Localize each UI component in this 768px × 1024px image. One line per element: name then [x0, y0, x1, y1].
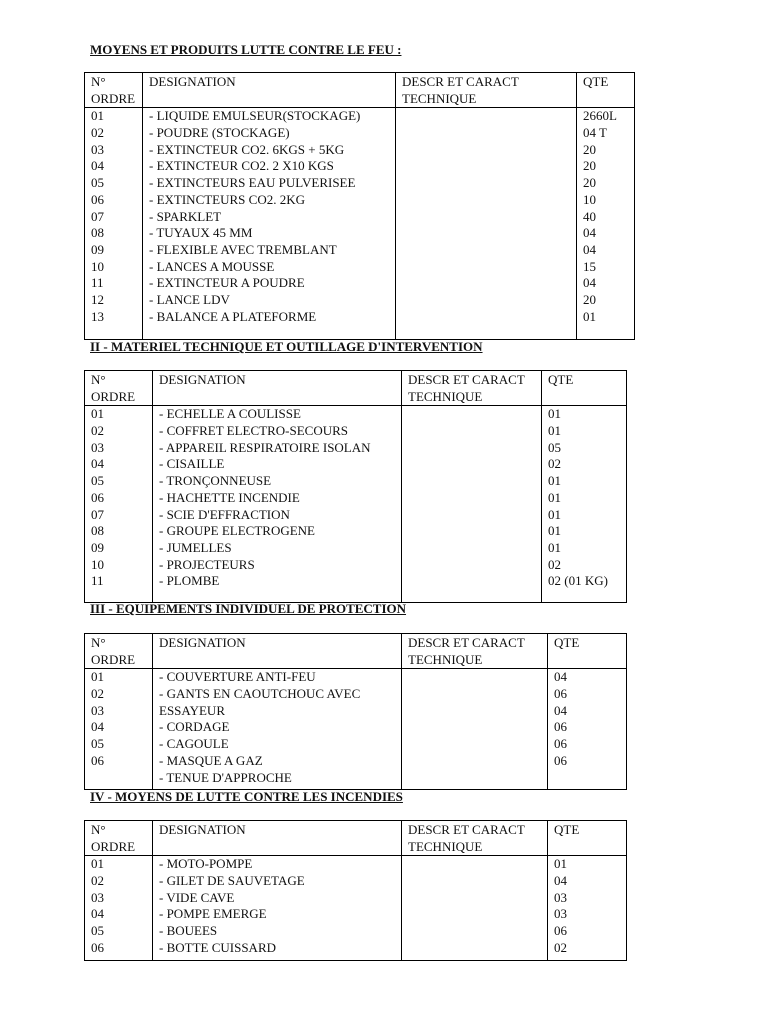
header-designation: DESIGNATION [143, 73, 396, 108]
table-body-row [85, 406, 627, 603]
list-item: - SCIE D'EFFRACTION [159, 506, 290, 522]
list-item: - CISAILLE [159, 456, 225, 472]
list-item: 10 [91, 258, 104, 274]
list-item: - LANCE LDV [149, 291, 230, 307]
list-item: - ECHELLE A COULISSE [159, 406, 301, 422]
list-item: 01 [91, 669, 104, 685]
list-item: - COUVERTURE ANTI-FEU [159, 669, 316, 685]
list-item: 01 [91, 108, 104, 124]
list-item: 04 [554, 702, 567, 718]
list-item: 10 [583, 191, 596, 207]
list-item: - EXTINCTEURS EAU PULVERISEE [149, 175, 356, 191]
table-header-row [85, 634, 627, 669]
list-item: 06 [554, 923, 567, 939]
list-item: - GANTS EN CAOUTCHOUC AVEC [159, 686, 361, 702]
list-item: - POMPE EMERGE [159, 906, 267, 922]
list-item: - GILET DE SAUVETAGE [159, 873, 305, 889]
list-item: 04 [583, 241, 596, 257]
list-item: 04 [583, 275, 596, 291]
list-item: 06 [91, 489, 104, 505]
descr-cell [402, 856, 548, 961]
section-3-table [84, 633, 627, 790]
list-item: 01 [91, 856, 104, 872]
section-1-title: MOYENS ET PRODUITS LUTTE CONTRE LE FEU : [90, 42, 402, 57]
section-2-table [84, 370, 627, 603]
list-item: - TRONÇONNEUSE [159, 473, 272, 489]
list-item: 2660L [583, 108, 617, 124]
list-item: 20 [583, 175, 596, 191]
header-designation: DESIGNATION [153, 371, 402, 406]
header-num-ordre: N° ORDRE [85, 371, 153, 406]
list-item: 04 T [583, 125, 607, 141]
list-item: - TUYAUX 45 MM [149, 225, 253, 241]
section-2-title: II - MATERIEL TECHNIQUE ET OUTILLAGE D'INTERVENTION [90, 339, 483, 354]
descr-cell [402, 669, 548, 790]
list-item: 13 [91, 308, 104, 324]
header-qte: QTE [577, 73, 635, 108]
list-item: 02 [91, 125, 104, 141]
list-item: - PROJECTEURS [159, 556, 255, 572]
list-item: 04 [554, 669, 567, 685]
list-item: - LIQUIDE EMULSEUR(STOCKAGE) [149, 108, 361, 124]
list-item: 05 [91, 175, 104, 191]
list-item: - EXTINCTEUR A POUDRE [149, 275, 305, 291]
list-item: 20 [583, 158, 596, 174]
list-item: 20 [583, 141, 596, 157]
list-item: 05 [91, 473, 104, 489]
list-item: - APPAREIL RESPIRATOIRE ISOLAN [159, 439, 371, 455]
list-item: - PLOMBE [159, 573, 220, 589]
section-1-table [84, 72, 635, 340]
list-item: 01 [548, 489, 561, 505]
list-item: - COFFRET ELECTRO-SECOURS [159, 423, 349, 439]
section-4-title: IV - MOYENS DE LUTTE CONTRE LES INCENDIES [90, 789, 403, 804]
list-item: 03 [554, 906, 567, 922]
list-item: 06 [91, 191, 104, 207]
list-item: 06 [91, 939, 104, 955]
list-item: - MASQUE A GAZ [159, 752, 263, 768]
list-item: 03 [91, 141, 104, 157]
list-item: 04 [554, 873, 567, 889]
header-designation: DESIGNATION [153, 821, 402, 856]
list-item: 01 [548, 523, 561, 539]
list-item: 06 [554, 686, 567, 702]
list-item: - VIDE CAVE [159, 889, 235, 905]
list-item: 10 [91, 556, 104, 572]
list-item: 03 [91, 702, 104, 718]
header-descr: DESCR ET CARACT TECHNIQUE [402, 371, 542, 406]
list-item: 20 [583, 291, 596, 307]
list-item: 05 [548, 439, 561, 455]
list-item: 06 [554, 752, 567, 768]
section-4-table [84, 820, 627, 961]
designation-list [153, 406, 402, 603]
list-item: 02 [548, 556, 561, 572]
list-item: - GROUPE ELECTROGENE [159, 523, 315, 539]
list-item: 01 [548, 473, 561, 489]
list-item: 11 [91, 275, 104, 291]
designation-list [143, 108, 396, 340]
header-qte: QTE [548, 821, 627, 856]
list-item: - TENUE D'APPROCHE [159, 769, 292, 785]
header-num-ordre: N° ORDRE [85, 73, 143, 108]
quantity-list [548, 856, 627, 961]
list-item: - BOTTE CUISSARD [159, 939, 277, 955]
list-item: 02 [91, 686, 104, 702]
quantity-list [542, 406, 627, 603]
list-item: - EXTINCTEUR CO2. 6KGS + 5KG [149, 141, 345, 157]
list-item: - BALANCE A PLATEFORME [149, 308, 317, 324]
list-item: 04 [583, 225, 596, 241]
list-item: 02 [91, 423, 104, 439]
list-item: 07 [91, 208, 104, 224]
section-3-title: III - EQUIPEMENTS INDIVIDUEL DE PROTECTION [90, 601, 407, 616]
designation-list [153, 856, 402, 961]
list-item: 08 [91, 523, 104, 539]
list-item: 01 [548, 423, 561, 439]
designation-list [153, 669, 402, 790]
list-item: 01 [548, 406, 561, 422]
list-item: - BOUEES [159, 923, 218, 939]
list-item: 03 [554, 889, 567, 905]
order-number-list [85, 108, 143, 340]
list-item: 08 [91, 225, 104, 241]
table-header-row [85, 371, 627, 406]
list-item: 06 [554, 736, 567, 752]
list-item: 12 [91, 291, 104, 307]
list-item: - CAGOULE [159, 736, 229, 752]
list-item: - SPARKLET [149, 208, 222, 224]
list-item: 15 [583, 258, 596, 274]
list-item: ESSAYEUR [159, 702, 225, 718]
list-item: 05 [91, 923, 104, 939]
quantity-list [548, 669, 627, 790]
list-item: 04 [91, 906, 104, 922]
list-item: - LANCES A MOUSSE [149, 258, 275, 274]
descr-cell [396, 108, 577, 340]
list-item: 02 [548, 456, 561, 472]
header-num-ordre: N° ORDRE [85, 821, 153, 856]
list-item: 06 [91, 752, 104, 768]
order-number-list [85, 406, 153, 603]
list-item: - POUDRE (STOCKAGE) [149, 125, 290, 141]
header-qte: QTE [542, 371, 627, 406]
order-number-list [85, 669, 153, 790]
descr-cell [402, 406, 542, 603]
list-item: 11 [91, 573, 104, 589]
list-item: 02 (01 KG) [548, 573, 608, 589]
table-body-row [85, 669, 627, 790]
list-item: 02 [91, 873, 104, 889]
header-descr: DESCR ET CARACT TECHNIQUE [402, 634, 548, 669]
list-item: - FLEXIBLE AVEC TREMBLANT [149, 241, 337, 257]
list-item: - HACHETTE INCENDIE [159, 489, 300, 505]
table-body-row [85, 856, 627, 961]
list-item: 01 [554, 856, 567, 872]
list-item: 04 [91, 719, 104, 735]
list-item: - EXTINCTEURS CO2. 2KG [149, 191, 305, 207]
list-item: 02 [554, 939, 567, 955]
list-item: 03 [91, 889, 104, 905]
quantity-list [577, 108, 635, 340]
list-item: 07 [91, 506, 104, 522]
list-item: - JUMELLES [159, 539, 232, 555]
list-item: 06 [554, 719, 567, 735]
list-item: 01 [583, 308, 596, 324]
list-item: 01 [91, 406, 104, 422]
list-item: - EXTINCTEUR CO2. 2 X10 KGS [149, 158, 334, 174]
list-item: 04 [91, 456, 104, 472]
header-designation: DESIGNATION [153, 634, 402, 669]
list-item: 01 [548, 506, 561, 522]
header-descr: DESCR ET CARACT TECHNIQUE [396, 73, 577, 108]
list-item: 04 [91, 158, 104, 174]
list-item: - MOTO-POMPE [159, 856, 253, 872]
header-qte: QTE [548, 634, 627, 669]
list-item: - CORDAGE [159, 719, 230, 735]
header-num-ordre: N° ORDRE [85, 634, 153, 669]
table-body-row [85, 108, 635, 340]
list-item: 01 [548, 539, 561, 555]
table-header-row [85, 821, 627, 856]
list-item: 09 [91, 241, 104, 257]
list-item: 03 [91, 439, 104, 455]
list-item: 05 [91, 736, 104, 752]
header-descr: DESCR ET CARACT TECHNIQUE [402, 821, 548, 856]
table-header-row [85, 73, 635, 108]
list-item: 09 [91, 539, 104, 555]
order-number-list [85, 856, 153, 961]
list-item: 40 [583, 208, 596, 224]
